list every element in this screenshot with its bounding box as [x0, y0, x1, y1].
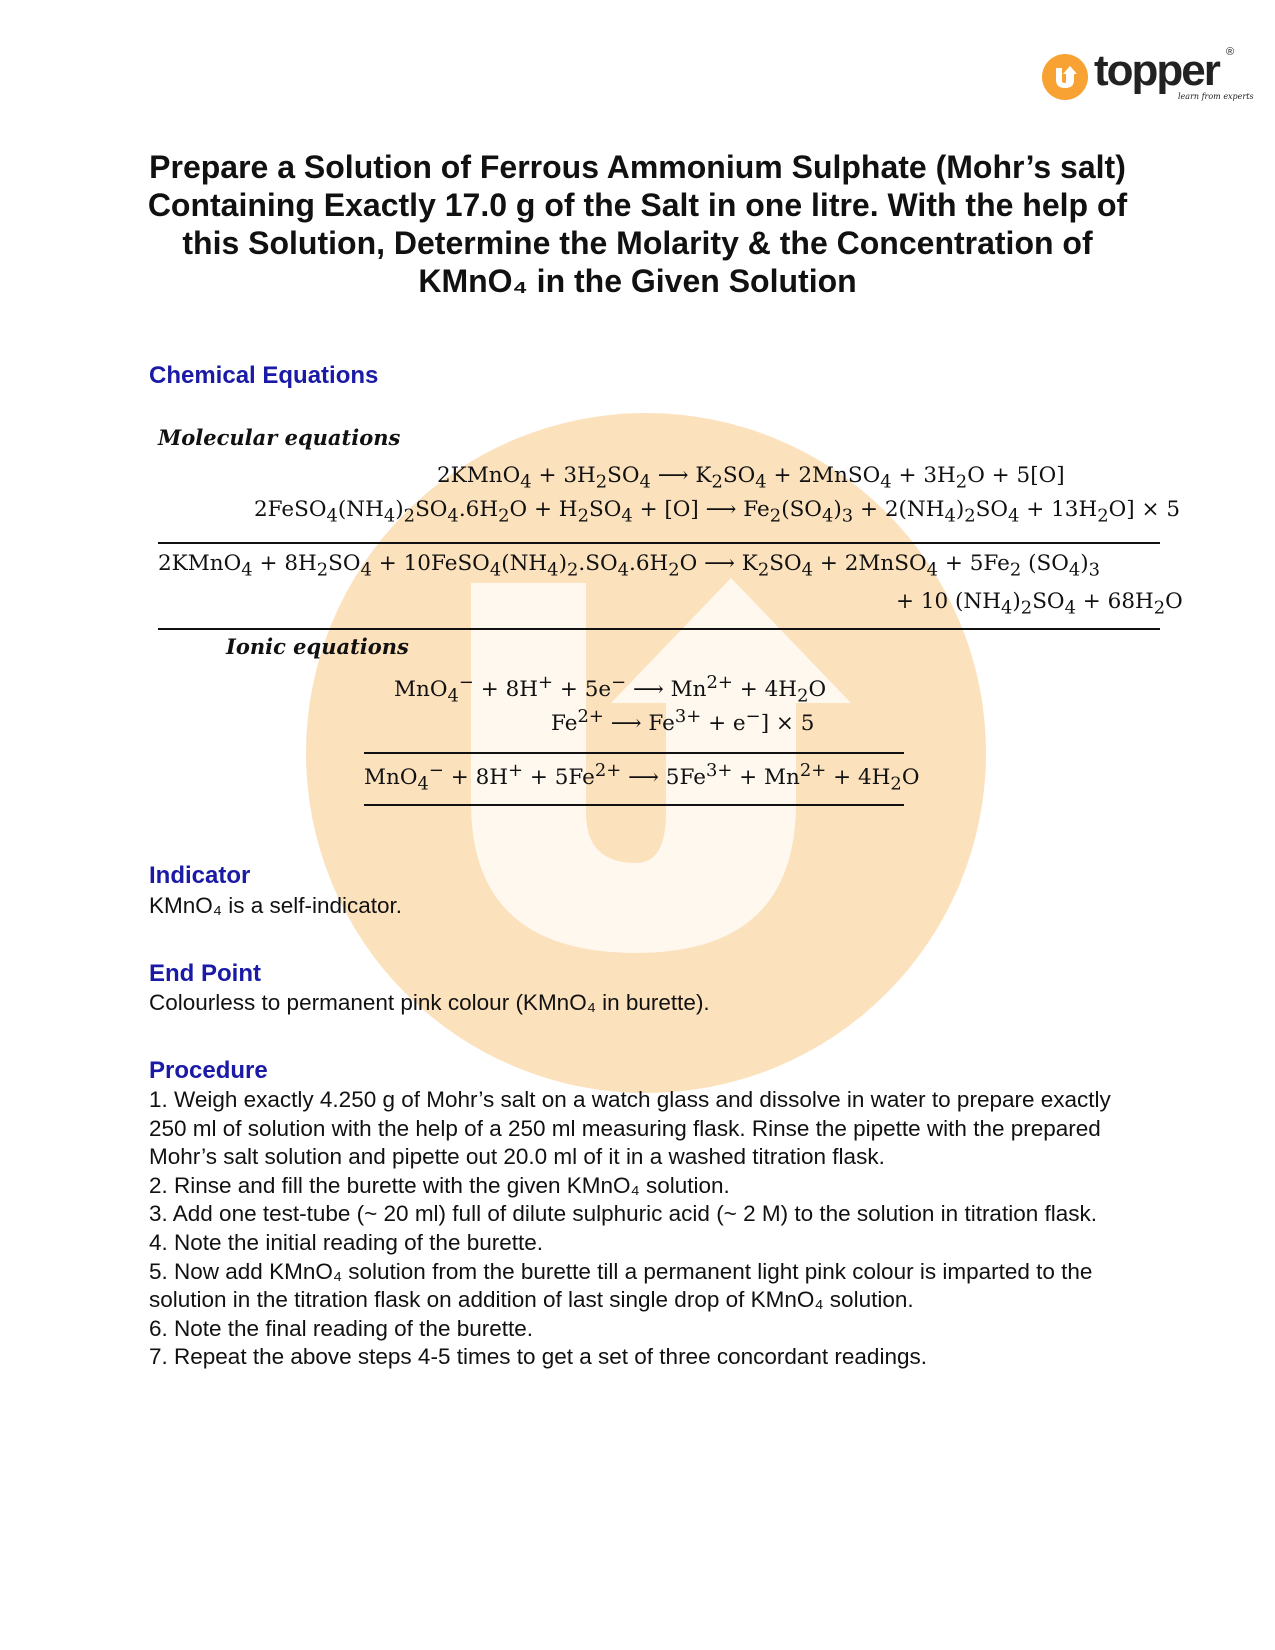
equation-overall-molecular-cont: + 10 $(NH_4)_2SO_4 + 68H_2O$	[896, 589, 1183, 619]
procedure-step: 6. Note the final reading of the burette.	[149, 1315, 534, 1341]
equation-divider	[364, 752, 904, 754]
equation-overall-molecular: 2KMnO$_4$ + $8H_2SO_4$ + $10FeSO_4(NH_4)_2.SO_4.6H_2O$ ⟶ $K_2SO_4$ + 2MnSO$_4$ + $5Fe_2$ $(SO_4)_3$	[158, 551, 1101, 581]
procedure-step: 4. Note the initial reading of the burette.	[149, 1229, 544, 1255]
procedure-step: 7. Repeat the above steps 4-5 times to get a set of three concordant readings.	[149, 1344, 927, 1370]
ionic-equation-oxidation: $Fe^{2+}$ ⟶ $Fe^{3+} + e^-] \times 5$	[551, 706, 815, 737]
equation-divider	[158, 628, 1160, 630]
procedure-step: 3. Add one test-tube (~ 20 ml) full of dilute sulphuric acid (~ 2 M) to the solution in titration flask.	[149, 1201, 1097, 1227]
procedure-steps	[149, 1086, 1129, 1372]
ionic-equations-label: Ionic equations	[226, 634, 409, 659]
topper-logo[interactable]	[1042, 46, 1254, 106]
procedure-step: 1. Weigh exactly 4.250 g of Mohr’s salt on a watch glass and dissolve in water to prepare exactly 250 ml of solution with the help of a 250 ml measuring flask. Rinse the pipette with the prepared Mohr’s salt solution and pipette out 20.0 ml of it in a washed titration flask.	[149, 1087, 1111, 1170]
logo-wordmark: topper	[1094, 46, 1219, 95]
heading-indicator: Indicator	[149, 862, 251, 889]
logo-u-icon	[1042, 54, 1088, 100]
heading-end-point: End Point	[149, 960, 261, 987]
registered-mark: ®	[1226, 46, 1235, 58]
end-point-text: Colourless to permanent pink colour (KMnO₄ in burette).	[149, 990, 710, 1015]
equation-divider	[364, 804, 904, 806]
equation-divider	[158, 542, 1160, 544]
logo-tagline: learn from experts	[1178, 92, 1254, 101]
ionic-equation-reduction: MnO$_4$− + 8H+ + 5e− ⟶ $Mn^{2+} + 4H_2O$	[394, 672, 827, 707]
procedure-step: 5. Now add KMnO₄ solution from the burette till a permanent light pink colour is imparted to the solution in the titration flask on addition of last single drop of KMnO₄ solution.	[149, 1258, 1093, 1313]
page-title: Prepare a Solution of Ferrous Ammonium Sulphate (Mohr’s salt) Containing Exactly 17.0 g of the Salt in one litre. With the help of this Solution, Determine the Molarity & the Concentration of KMnO₄ in the Given Solution	[147, 149, 1128, 299]
molecular-equations-label: Molecular equations	[158, 425, 401, 450]
procedure-step: 2. Rinse and fill the burette with the given KMnO₄ solution.	[149, 1172, 730, 1198]
heading-procedure: Procedure	[149, 1057, 268, 1084]
heading-chemical-equations: Chemical Equations	[149, 362, 379, 389]
indicator-text: KMnO₄ is a self-indicator.	[149, 893, 403, 918]
equation-kmno4-decomposition: 2KMnO$_4$ + $3H_2SO_4$ ⟶ $K_2SO_4$ + 2MnSO$_4$ + $3H_2O + 5[O]$	[437, 463, 1065, 493]
ionic-equation-overall: $MnO_4^- + 8H^+ + 5Fe^{2+}$ ⟶ $5Fe^{3+} + Mn^{2+} + 4H_2O$	[364, 760, 920, 795]
equation-mohr-salt-oxidation: $2FeSO_4(NH_4)_2SO_4.6H_2O + H_2SO_4 + [O]$ ⟶ $Fe_2(SO_4)_3 + 2(NH_4)_2SO_4 + 13H_2O] \times 5$	[254, 497, 1181, 527]
